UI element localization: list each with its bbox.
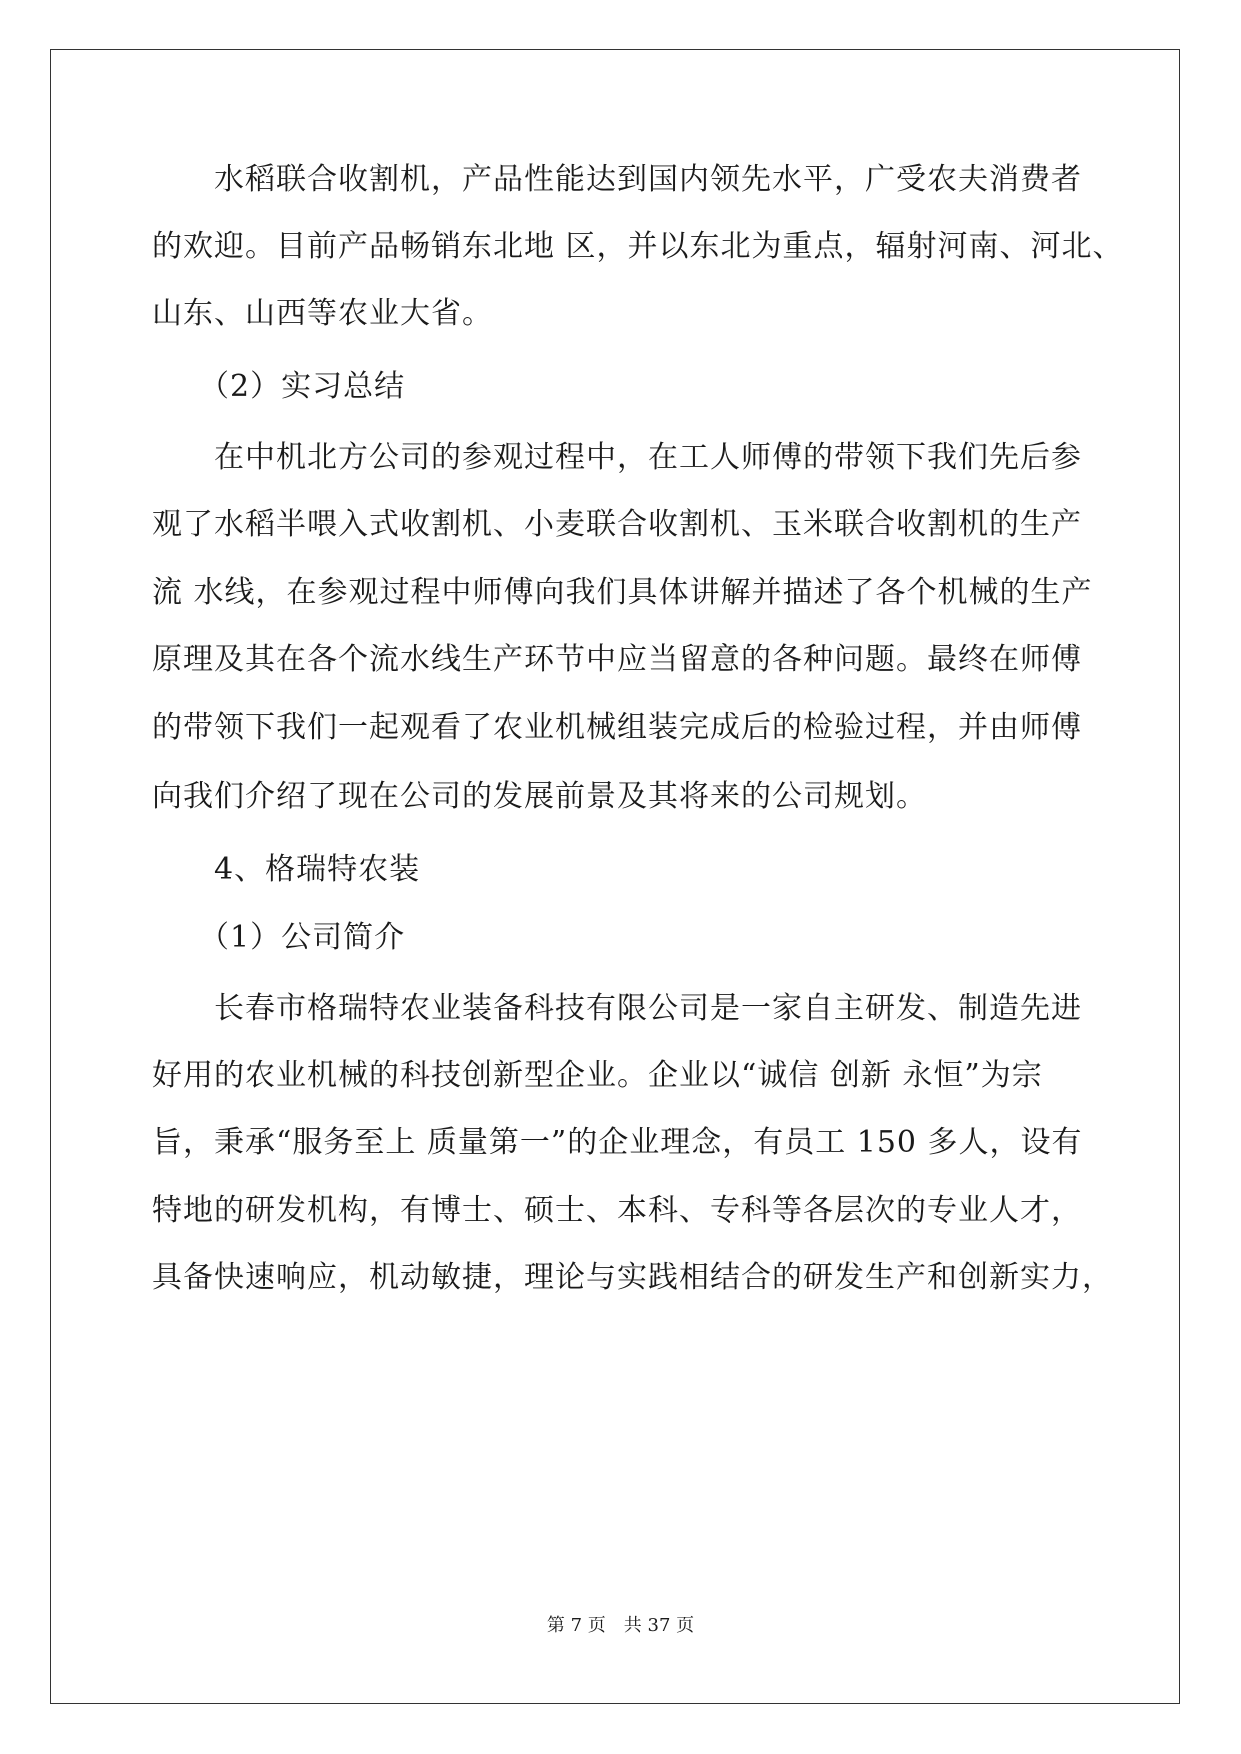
text-line-16: 特地的研发机构，有博士、硕士、本科、专科等各层次的专业人才， [152, 1193, 1082, 1228]
text-line-10: 向我们介绍了现在公司的发展前景及其将来的公司规划。 [152, 779, 927, 814]
text-line-8: 原理及其在各个流水线生产环节中应当留意的各种问题。最终在师傅 [152, 642, 1082, 677]
section-heading-company-profile: （1）公司简介 [152, 920, 406, 955]
text-line-2: 的欢迎。目前产品畅销东北地 区，并以东北为重点，辐射河南、河北、 [152, 229, 1124, 264]
text-line-9: 的带领下我们一起观看了农业机械组装完成后的检验过程，并由师傅 [152, 710, 1082, 745]
text-line-6: 观了水稻半喂入式收割机、小麦联合收割机、玉米联合收割机的生产 [152, 507, 1082, 542]
text-line-7: 流 水线，在参观过程中师傅向我们具体讲解并描述了各个机械的生产 [152, 575, 1093, 610]
text-line-13: 长春市格瑞特农业装备科技有限公司是一家自主研发、制造先进 [152, 991, 1082, 1026]
text-line-1: 水稻联合收割机，产品性能达到国内领先水平，广受农夫消费者 [152, 162, 1082, 197]
section-heading-practice-summary: （2）实习总结 [152, 369, 406, 404]
text-line-3: 山东、山西等农业大省。 [152, 296, 493, 331]
text-line-17: 具备快速响应，机动敏捷，理论与实践相结合的研发生产和创新实力， [152, 1260, 1113, 1295]
section-heading-greatt: 4、格瑞特农装 [152, 852, 421, 887]
text-line-14: 好用的农业机械的科技创新型企业。企业以“诚信 创新 永恒”为宗 [152, 1058, 1043, 1093]
text-line-15: 旨，秉承“服务至上 质量第一”的企业理念，有员工 150 多人，设有 [152, 1125, 1083, 1160]
text-line-5: 在中机北方公司的参观过程中，在工人师傅的带领下我们先后参 [152, 440, 1082, 475]
page-number-footer: 第 7 页 共 37 页 [546, 1615, 695, 1636]
